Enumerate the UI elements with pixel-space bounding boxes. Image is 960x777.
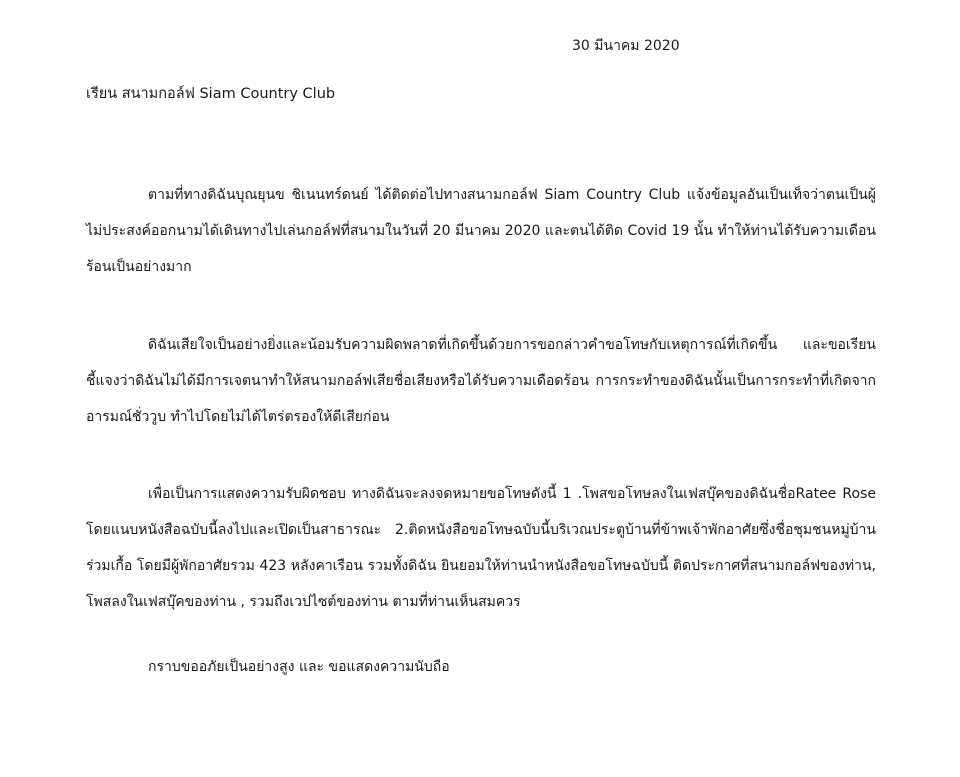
letter-paragraph: ตามที่ทางดิฉันบุณยุนข ชิเนนทร์ดนย์ ได้ติดต่อไปทางสนามกอล์ฟ Siam Country Club แจ้งข้อมูลอันเป็นเท็จว่าตนเป็นผู้ไม่ประสงค์ออกนามได้เดินทางไปเล่นกอล์ฟที่สนามในวันที่ 20 มีนาคม 2020 และตนได้ติด Covid 19 นั้น ทำให้ท่านได้รับความเดือนร้อนเป็นอย่างมาก xyxy=(86,187,876,275)
letter-date: 30 มีนาคม 2020 xyxy=(572,38,680,54)
letter-paragraph: เพื่อเป็นการแสดงความรับผิดชอบ ทางดิฉันจะลงจดหมายขอโทษดังนี้ 1 .โพสขอโทษลงในเฟสบุ๊คของดิฉันชื่อRatee Rose โดยแนบหนังสือฉบับนี้ลงไปและเปิดเป็นสาธารณะ 2.ติดหนังสือขอโทษฉบับนี้บริเวณประตูบ้านที่ข้าพเจ้าพักอาศัยซึ่งชื่อชุมชนหมู่บ้านร่วมเกื้อ โดยมีผู้พักอาศัยรวม 423 หลังคาเรือน รวมทั้งดิฉัน ยินยอมให้ท่านนำหนังสือขอโทษฉบับนี้ ติดประกาศที่สนามกอล์ฟของท่าน, โพสลงในเฟสบุ๊คของท่าน , รวมถึงเวปไซต์ของท่าน ตามที่ท่านเห็นสมควร xyxy=(86,486,876,610)
letter-paragraph: ดิฉันเสียใจเป็นอย่างยิ่งและน้อมรับความผิดพลาดที่เกิดขึ้นด้วยการขอกล่าวคำขอโทษกับเหตุการณ์ที่เกิดขึ้น และขอเรียนชี้แจงว่าดิฉันไม่ได้มีการเจตนาทำให้สนามกอล์ฟเสียชื่อเสียงหรือได้รับความเดือดร้อน การกระทำของดิฉันนั้นเป็นการกระทำที่เกิดจากอารมณ์ชั่ววูบ ทำไปโดยไม่ได้ไตร่ตรองให้ดีเสียก่อน xyxy=(86,337,876,425)
letter-salutation: เรียน สนามกอล์ฟ Siam Country Club xyxy=(86,86,336,102)
letter-closing: กราบขออภัยเป็นอย่างสูง และ ขอแสดงความนับถือ xyxy=(148,659,450,675)
